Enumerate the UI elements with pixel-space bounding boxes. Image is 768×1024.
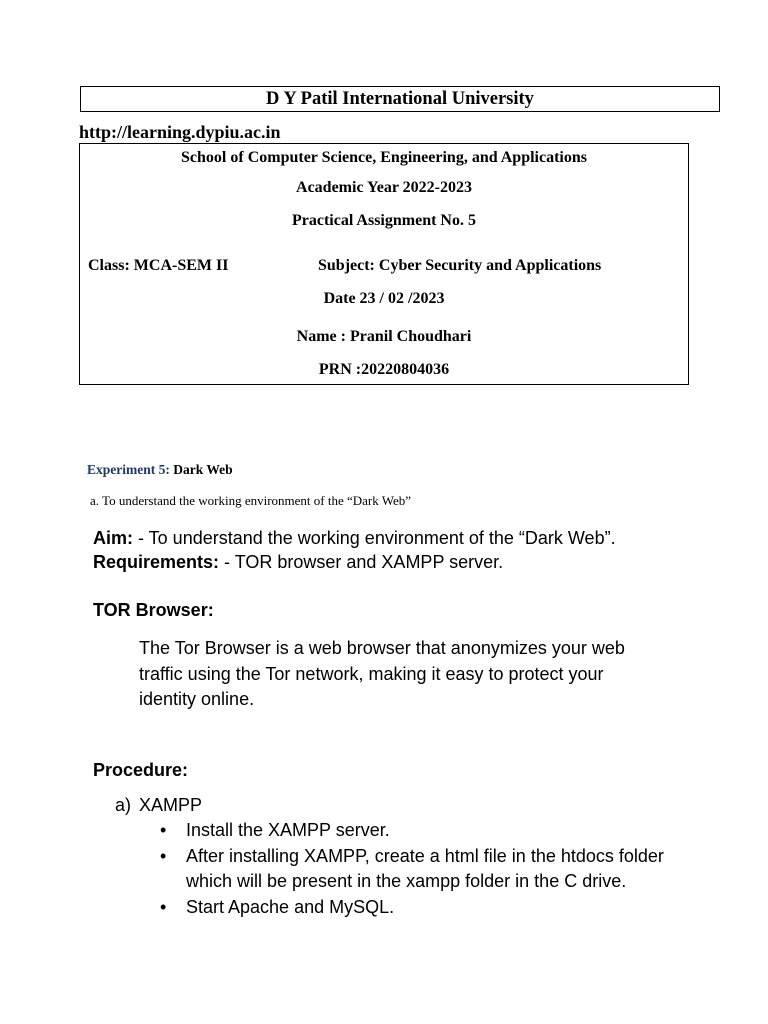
class-label: Class: MCA-SEM II (88, 257, 229, 274)
procedure-heading: Procedure: (93, 760, 189, 780)
subject-label: Subject: Cyber Security and Applications (318, 257, 602, 274)
bullet-icon: • (160, 820, 167, 840)
assignment-number: Practical Assignment No. 5 (292, 212, 476, 229)
school-name: School of Computer Science, Engineering, and Applications (181, 149, 587, 166)
list-item: • Start Apache and MySQL. (160, 895, 670, 921)
experiment-label: Experiment 5: (87, 462, 170, 477)
aim-line (93, 526, 616, 552)
experiment-heading (87, 462, 233, 478)
aim-label: Aim: (93, 528, 133, 548)
requirements-text: - TOR browser and XAMPP server. (219, 552, 504, 572)
requirements-line (93, 550, 503, 576)
university-url[interactable]: http://learning.dypiu.ac.in (79, 122, 281, 142)
list-item: • Install the XAMPP server. (160, 818, 670, 844)
tor-paragraph: The Tor Browser is a web browser that anonymizes your web traffic using the Tor network, making it easy to protect your identity online. (139, 638, 625, 709)
student-prn: PRN :20220804036 (318, 361, 450, 378)
bullet-icon: • (160, 845, 167, 866)
experiment-title: Dark Web (173, 462, 233, 477)
info-box (79, 143, 689, 385)
aim-text: - To understand the working environment of the “Dark Web”. (133, 528, 616, 548)
step-title: XAMPP (139, 795, 203, 815)
procedure-step (115, 793, 202, 819)
date-label: Date 23 / 02 /2023 (323, 290, 445, 307)
academic-year: Academic Year 2022-2023 (296, 179, 472, 196)
step-marker: a) (115, 795, 132, 815)
requirements-label: Requirements: (93, 552, 220, 572)
procedure-bullet-list (160, 818, 670, 920)
bullet-icon: • (160, 896, 167, 917)
experiment-subtitle: a. To understand the working environment of the “Dark Web” (90, 493, 412, 508)
university-title: D Y Patil International University (266, 89, 534, 109)
university-title-box (80, 86, 720, 112)
list-item: • After installing XAMPP, create a html file in the htdocs folder which will be present in the xampp folder in the C drive. (160, 845, 664, 891)
student-name: Name : Pranil Choudhari (296, 328, 472, 345)
tor-heading: TOR Browser: (93, 600, 214, 620)
